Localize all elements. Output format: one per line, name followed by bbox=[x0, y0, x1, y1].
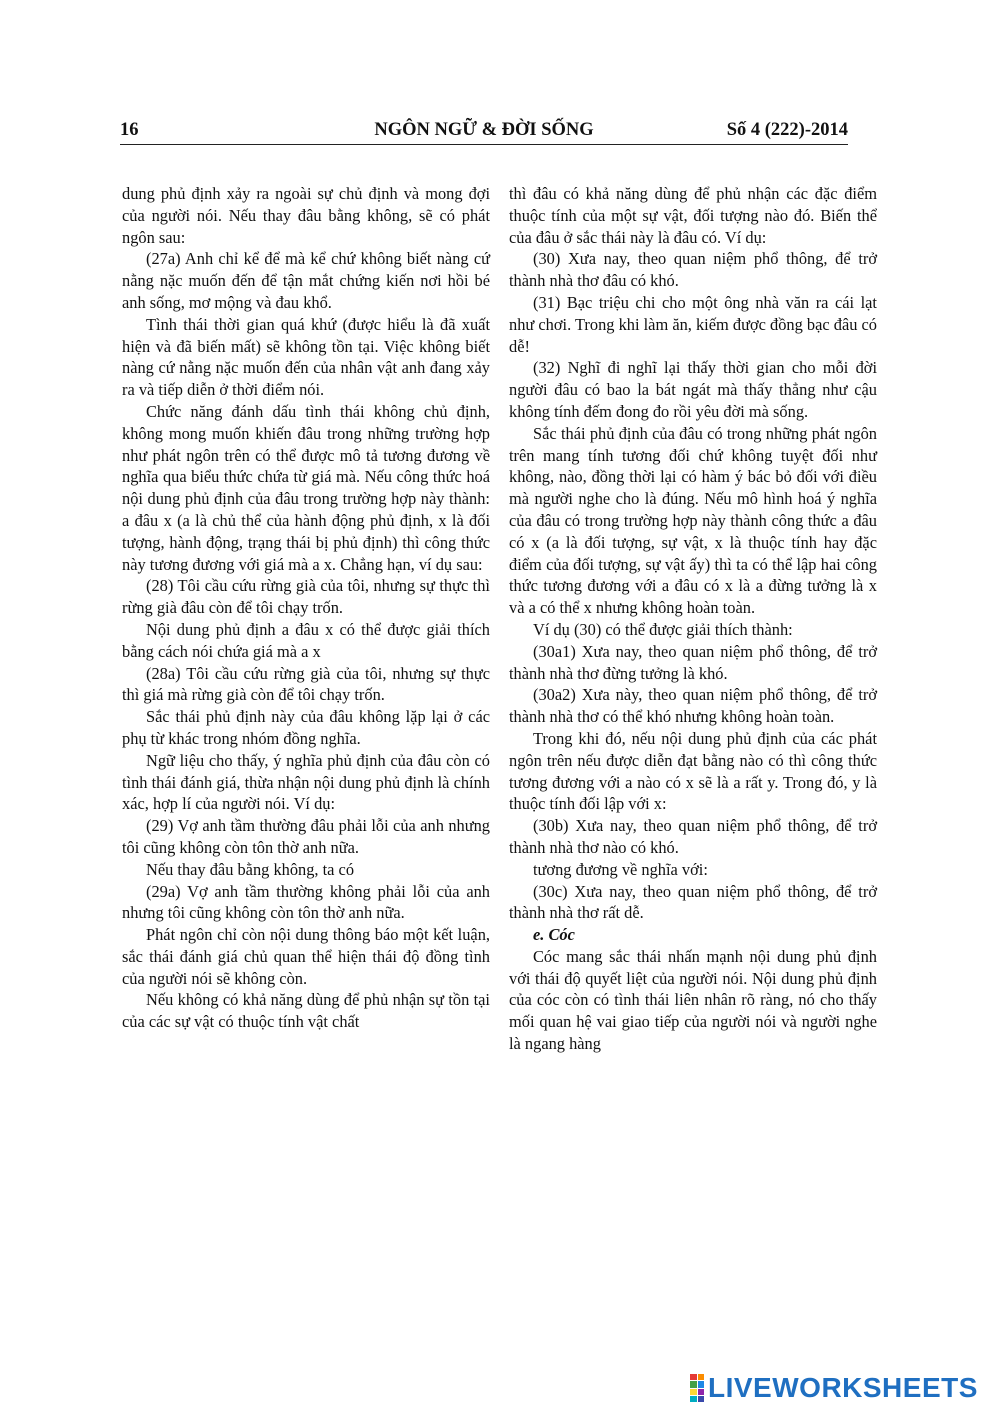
example: (30a1) Xưa nay, theo quan niệm phổ thông, để trở thành nhà thơ đừng tưởng là khó. bbox=[509, 641, 877, 683]
example: (29) Vợ anh tầm thường đâu phải lỗi của anh nhưng tôi cũng không còn tôn thờ anh nữa. bbox=[122, 816, 490, 857]
paragraph: tương đương về nghĩa với: bbox=[533, 859, 708, 879]
example: (30) Xưa nay, theo quan niệm phổ thông, để trở thành nhà thơ đâu có khó. bbox=[509, 249, 877, 291]
left-column bbox=[122, 183, 490, 1033]
example: (28a) Tôi cầu cứu rừng già của tôi, nhưng sự thực thì giá mà rừng già còn để tôi chạy trốn. bbox=[122, 663, 490, 705]
example: (28) Tôi cầu cứu rừng già của tôi, nhưng sự thực thì rừng già đâu còn để tôi chạy trốn. bbox=[122, 576, 490, 618]
paragraph: Tình thái thời gian quá khứ (được hiểu là đã xuất hiện và đã biến mất) sẽ không tồn tại. Việc không biết nàng cứ nằng nặc muốn đến của nhân vật anh đang xảy ra và tiếp diễn ở thời điểm nói. bbox=[122, 314, 490, 400]
page-header bbox=[120, 114, 848, 145]
paragraph: Ví dụ (30) có thể được giải thích thành: bbox=[533, 619, 793, 639]
right-column bbox=[509, 183, 877, 1055]
section-heading: e. Cóc bbox=[533, 925, 575, 945]
paragraph: Nếu thay đâu bằng không, ta có bbox=[146, 859, 355, 879]
paragraph: Cóc mang sắc thái nhấn mạnh nội dung phủ định với thái độ quyết liệt của người nói. Nội dung phủ định của cóc còn có tình thái liên nhân rõ ràng, nó cho thấy mối quan hệ vai giao tiếp của người nói và người nghe là ngang hàng bbox=[509, 946, 877, 1054]
paragraph: Chức năng đánh dấu tình thái không chủ định, không mong muốn khiến đâu trong những trường hợp như phát ngôn trên có thể được mô tả tương đương về nghĩa qua biểu thức chứa từ giá mà. Nếu công thức hoá nội dung phủ định của đâu trong trường hợp này thành: a đâu x (a là chủ thể của hành động phủ định, x là đối tượng, hành động, trạng thái bị phủ định) thì công thức này tương đương với giá mà a x. Chẳng hạn, ví dụ sau: bbox=[122, 401, 490, 574]
example: (30a2) Xưa này, theo quan niệm phổ thông, để trở thành nhà thơ có thể khó nhưng không hoàn toàn. bbox=[509, 685, 877, 727]
example: (27a) Anh chỉ kể để mà kể chứ không biết nàng cứ nằng nặc muốn đến để tận mắt chứng kiến nơi hồi bé anh sống, mơ mộng và đau khổ. bbox=[122, 249, 490, 312]
journal-title: NGÔN NGỮ & ĐỜI SỐNG bbox=[374, 120, 594, 140]
paragraph: Ngữ liệu cho thấy, ý nghĩa phủ định của đâu còn có tình thái đánh giá, thừa nhận nội dung phủ định là chính xác, hợp lí của người nói. Ví dụ: bbox=[122, 750, 490, 814]
brand-name: LIVEWORKSHEETS bbox=[708, 1372, 978, 1403]
paragraph: Sắc thái phủ định này của đâu không lặp lại ở các phụ từ khác trong nhóm đồng nghĩa. bbox=[122, 707, 490, 748]
page-number: 16 bbox=[120, 120, 139, 140]
example: (29a) Vợ anh tầm thường không phải lỗi của anh nhưng tôi cũng không còn tôn thờ anh nữa. bbox=[122, 881, 490, 923]
paragraph: Sắc thái phủ định của đâu có trong những phát ngôn trên mang tính tương đối chứ không tuyệt đối như không, nào, đồng thời lại có hàm ý bác bỏ đối với điều mà người nghe cho là đúng. Nếu mô hình hoá ý nghĩa của đâu có trong trường hợp này thành công thức a đâu có x (a là đối tượng, sự vật, x là thuộc tính hay đặc điểm của đối tượng, sự vật ấy) thì ta có thể lập hai công thức tương đương với a đâu có x là a đừng tưởng là x và a có thể x nhưng không hoàn toàn. bbox=[509, 423, 877, 618]
example: (31) Bạc triệu chi cho một ông nhà văn ra cái lạt như chơi. Trong khi làm ăn, kiếm được đồng bạc đâu có dễ! bbox=[509, 292, 877, 356]
paragraph: dung phủ định xảy ra ngoài sự chủ định và mong đợi của người nói. Nếu thay đâu bằng không, sẽ có phát ngôn sau: bbox=[122, 184, 490, 247]
paragraph: Nếu không có khả năng dùng để phủ nhận sự tồn tại của các sự vật có thuộc tính vật chất bbox=[122, 990, 490, 1032]
paragraph: Nội dung phủ định a đâu x có thể được giải thích bằng cách nói chứa giá mà a x bbox=[122, 619, 490, 661]
liveworksheets-logo bbox=[690, 1373, 978, 1403]
example: (30b) Xưa nay, theo quan niệm phổ thông, để trở thành nhà thơ nào có khó. bbox=[509, 816, 877, 857]
example: (30c) Xưa nay, theo quan niệm phổ thông, để trở thành nhà thơ rất dễ. bbox=[509, 881, 877, 923]
paragraph: Phát ngôn chỉ còn nội dung thông báo một kết luận, sắc thái đánh giá chủ quan thể hiện thái độ đồng tình của người nói sẽ không còn. bbox=[122, 925, 490, 988]
example: (32) Nghĩ đi nghĩ lại thấy thời gian cho mỗi đời người đâu có bao la bát ngát mà thấy thẳng như cậu không tính đếm đong đo rồi yêu đời mà sống. bbox=[509, 358, 877, 421]
paragraph: thì đâu có khả năng dùng để phủ nhận các đặc điểm thuộc tính của một sự vật, đối tượng nào đó. Biến thể của đâu ở sắc thái này là đâu có. Ví dụ: bbox=[509, 184, 877, 247]
logo-mark-icon bbox=[690, 1374, 704, 1402]
issue-number: Số 4 (222)-2014 bbox=[726, 120, 848, 140]
paragraph: Trong khi đó, nếu nội dung phủ định của các phát ngôn trên nếu được diễn đạt bằng nào có thì công thức tương đương với a nào có x sẽ là a rất y. Trong đó, y là thuộc tính đối lập với x: bbox=[509, 728, 877, 814]
